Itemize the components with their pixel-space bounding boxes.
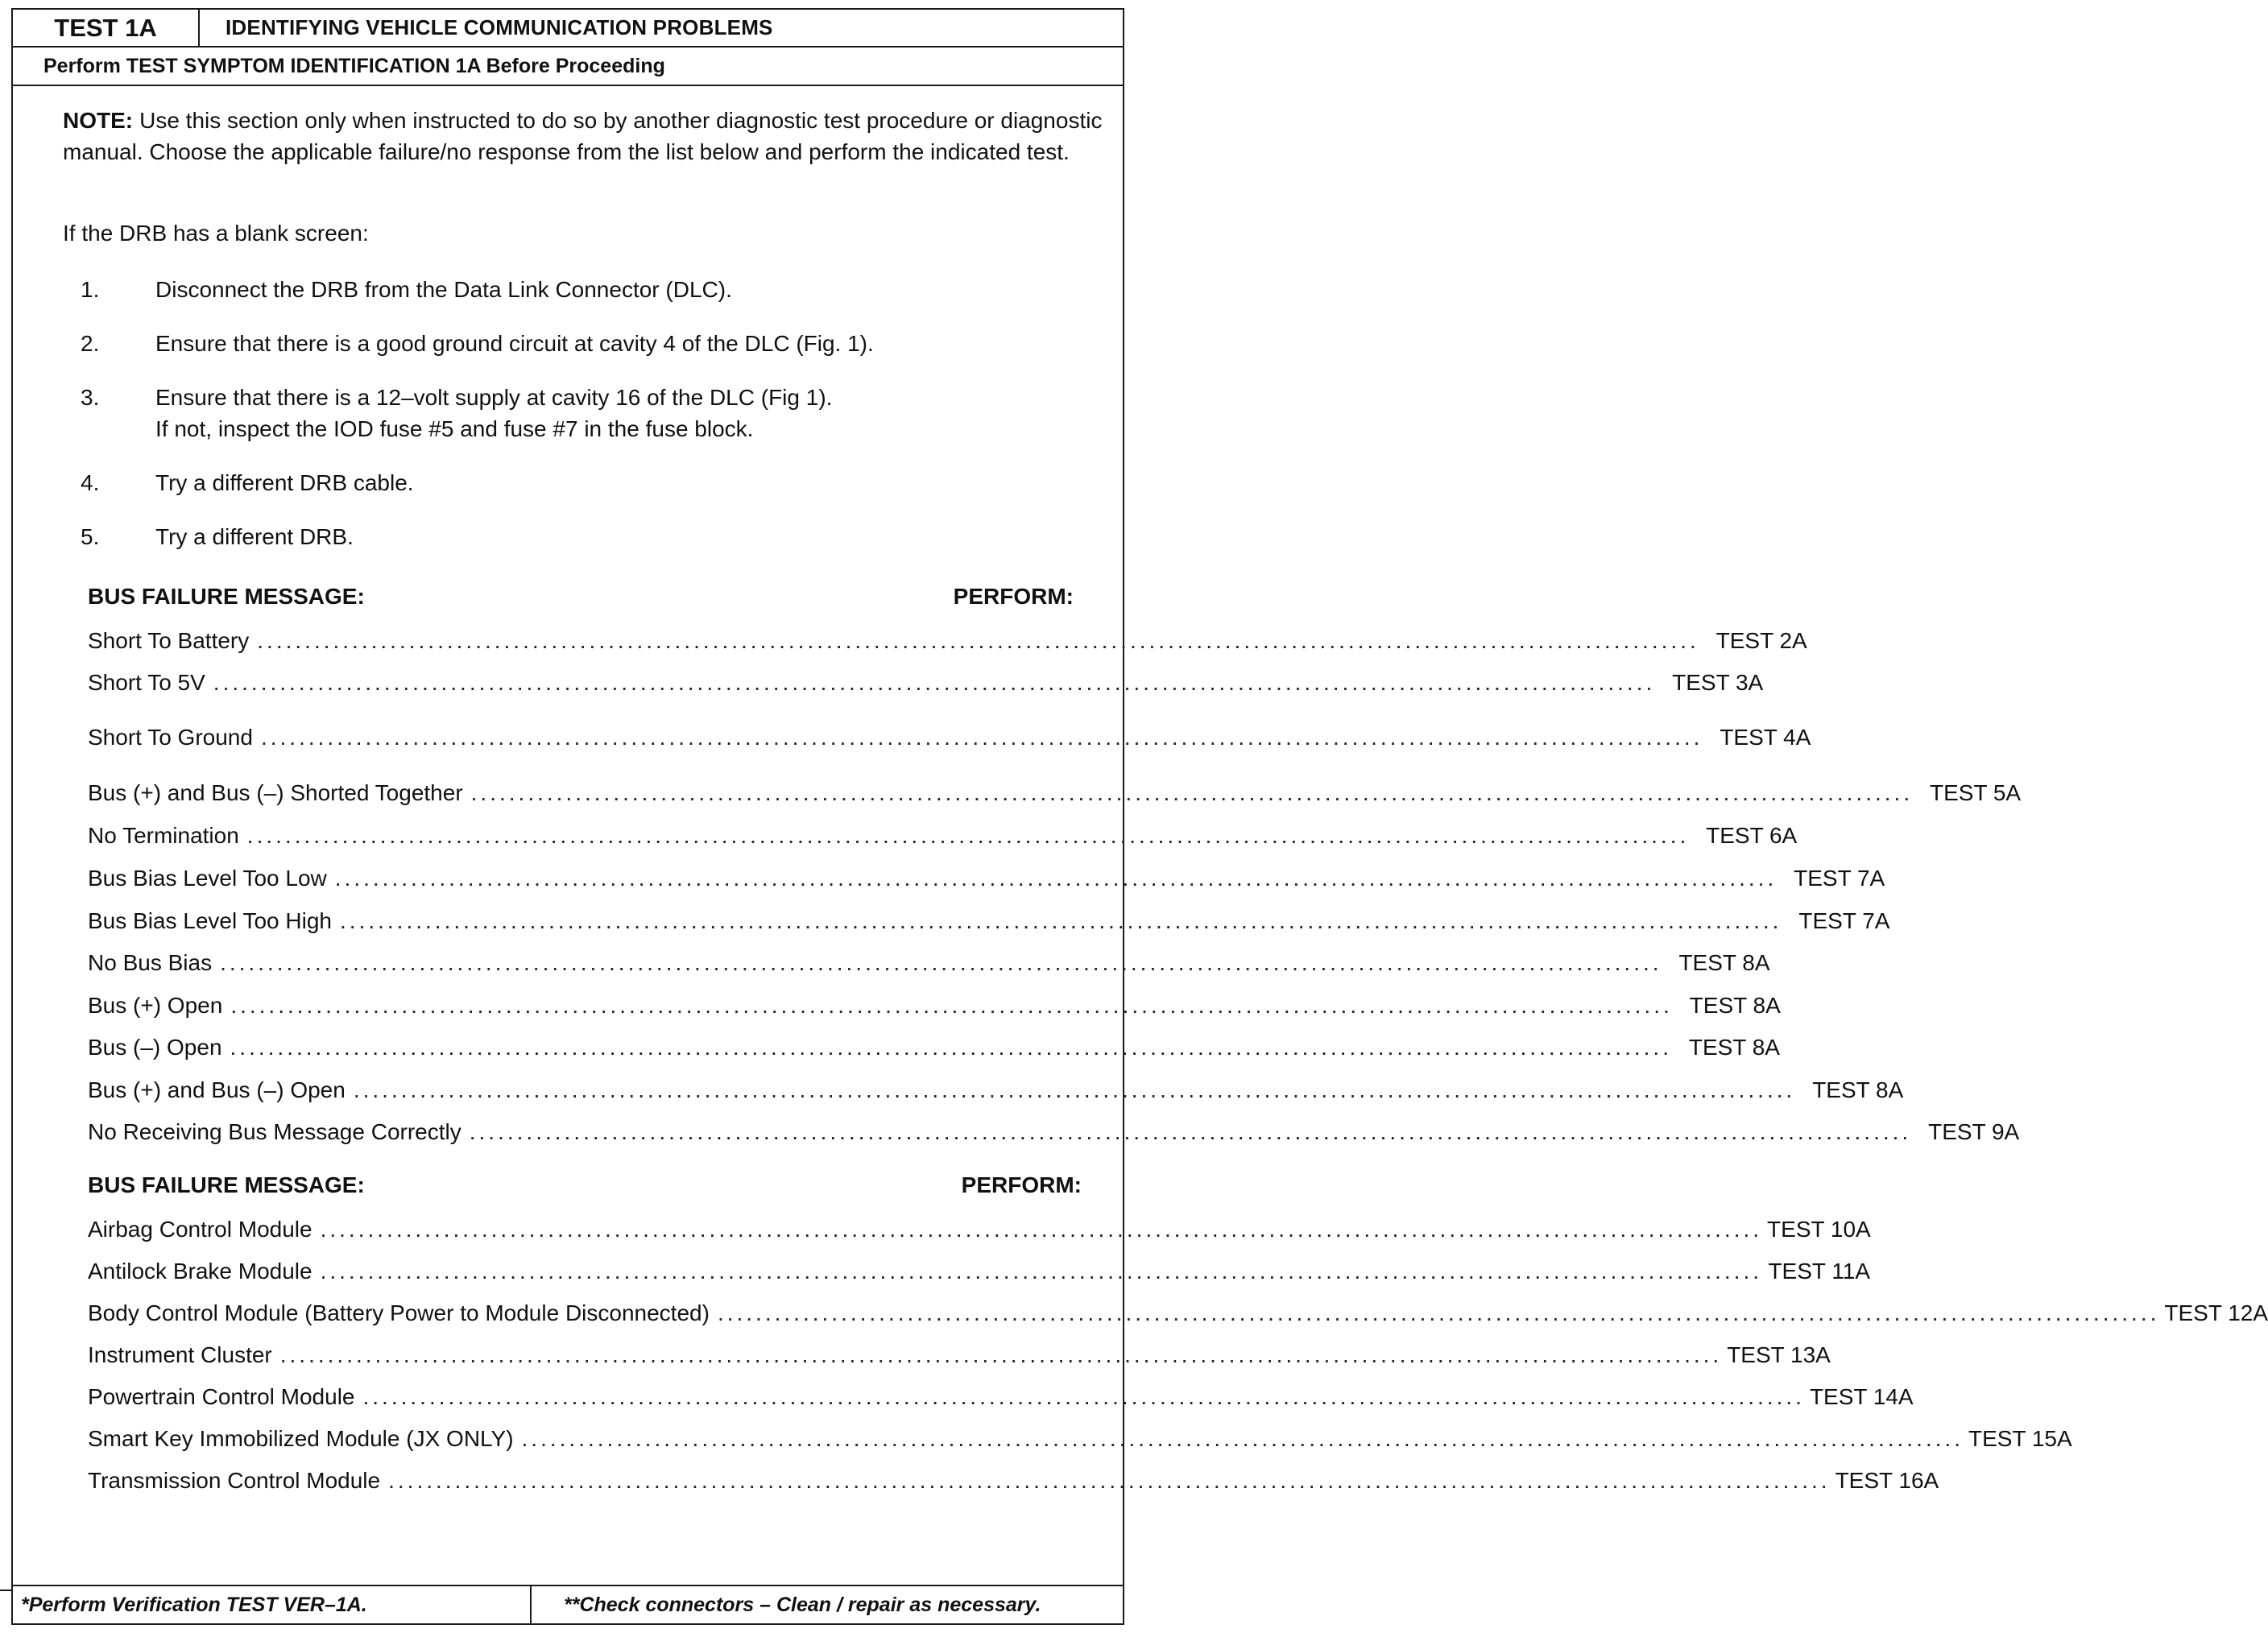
leader-dots: ........................................................................................................................................................ [320, 1259, 1763, 1284]
module-row [88, 1215, 1871, 1244]
test-reference: TEST 7A [1798, 908, 1890, 933]
step-number: 3. [81, 385, 100, 410]
blank-screen-intro: If the DRB has a blank screen: [63, 221, 369, 246]
failure-row [88, 779, 2022, 808]
step-text: Ensure that there is a 12–volt supply at cavity 16 of the DLC (Fig 1). [155, 385, 833, 410]
module-label: Airbag Control Module [88, 1217, 312, 1242]
module-label: Body Control Module (Battery Power to Module Disconnected) [88, 1300, 710, 1325]
failure-row [88, 907, 1890, 936]
leader-dots: ........................................................................................................................................................ [230, 993, 1673, 1018]
module-row [88, 1299, 2268, 1328]
failure-label: Short To 5V [88, 670, 205, 695]
test-reference: TEST 7A [1794, 866, 1885, 891]
leader-dots: ........................................................................................................................................................ [470, 780, 1914, 805]
test-reference: TEST 8A [1688, 1035, 1780, 1060]
step-text: Try a different DRB. [155, 524, 354, 549]
failure-row [88, 1076, 1904, 1105]
note-text: Use this section only when instructed to do so by another diagnostic test procedure or diagnostic manual. Choose the applicable failure/no response from the list below and perform the indicated test. [63, 108, 1103, 164]
note-label: NOTE: [63, 108, 134, 133]
leader-dots: ........................................................................................................................................................ [353, 1077, 1796, 1102]
leader-dots: ........................................................................................................................................................ [246, 823, 1690, 848]
document-frame [11, 8, 2268, 1625]
step-number: 4. [81, 470, 100, 495]
test-reference: TEST 16A [1835, 1468, 1939, 1493]
failure-row [88, 864, 1885, 893]
leader-dots: ........................................................................................................................................................ [213, 670, 1656, 695]
failure-row [88, 626, 1807, 655]
section-header [88, 1172, 1082, 1201]
test-reference: TEST 9A [1928, 1119, 2020, 1144]
failure-label: Bus (+) and Bus (–) Open [88, 1077, 346, 1102]
failure-row [88, 723, 1811, 752]
module-row [88, 1466, 1939, 1495]
module-row [88, 1383, 1914, 1412]
test-reference: TEST 6A [1706, 823, 1798, 848]
failure-row [88, 1033, 1780, 1062]
failure-label: Bus Bias Level Too High [88, 908, 332, 933]
failure-label: Short To Battery [88, 628, 250, 653]
step-text: Try a different DRB cable. [155, 470, 414, 495]
failure-row [88, 1118, 2020, 1147]
leader-dots: ........................................................................................................................................................ [230, 1035, 1672, 1060]
prerequisite-instruction: Perform TEST SYMPTOM IDENTIFICATION 1A Before Proceeding [13, 48, 1123, 86]
module-label: Transmission Control Module [88, 1468, 381, 1493]
module-row [88, 1257, 1871, 1286]
leader-dots: ........................................................................................................................................................ [279, 1342, 1723, 1367]
module-label: Antilock Brake Module [88, 1259, 312, 1284]
failure-label: Bus (–) Open [88, 1035, 222, 1060]
leader-dots: ........................................................................................................................................................ [469, 1119, 1912, 1144]
step-number: 1. [81, 277, 100, 302]
leader-dots: ........................................................................................................................................................ [220, 950, 1662, 975]
leader-dots: ........................................................................................................................................................ [362, 1384, 1805, 1409]
section-header-right: PERFORM: [953, 584, 1074, 609]
failure-row [88, 821, 1798, 850]
test-reference: TEST 4A [1720, 725, 1811, 750]
test-reference: TEST 10A [1767, 1217, 1871, 1242]
test-reference: TEST 2A [1715, 628, 1807, 653]
step-text: Disconnect the DRB from the Data Link Connector (DLC). [155, 277, 732, 302]
test-reference: TEST 5A [1930, 780, 2022, 805]
module-label: Powertrain Control Module [88, 1384, 355, 1409]
test-reference: TEST 14A [1809, 1384, 1914, 1409]
failure-label: Bus Bias Level Too Low [88, 866, 327, 891]
section-header-left: BUS FAILURE MESSAGE: [88, 584, 365, 609]
leader-dots: ........................................................................................................................................................ [320, 1217, 1763, 1242]
step-text: Ensure that there is a good ground circuit at cavity 4 of the DLC (Fig. 1). [155, 331, 874, 356]
module-label: Smart Key Immobilized Module (JX ONLY) [88, 1426, 514, 1451]
verification-note: *Perform Verification TEST VER–1A. [13, 1586, 532, 1623]
test-reference: TEST 13A [1727, 1342, 1831, 1367]
margin-tick [0, 1590, 11, 1591]
step-text-continued: If not, inspect the IOD fuse #5 and fuse #7 in the fuse block. [155, 416, 754, 441]
failure-label: No Bus Bias [88, 950, 213, 975]
test-reference: TEST 8A [1812, 1077, 1904, 1102]
leader-dots: ........................................................................................................................................................ [521, 1426, 1964, 1451]
leader-dots: ........................................................................................................................................................ [334, 866, 1778, 891]
failure-row [88, 668, 1764, 697]
test-reference: TEST 8A [1678, 950, 1770, 975]
test-reference: TEST 11A [1768, 1259, 1871, 1284]
test-reference: TEST 15A [1968, 1426, 2072, 1451]
failure-label: Bus (+) and Bus (–) Shorted Together [88, 780, 463, 805]
leader-dots: ........................................................................................................................................................ [717, 1300, 2160, 1325]
test-reference: TEST 8A [1689, 993, 1781, 1018]
section-header-right: PERFORM: [961, 1172, 1082, 1197]
step-number: 5. [81, 524, 100, 549]
failure-row [88, 991, 1781, 1020]
failure-label: No Receiving Bus Message Correctly [88, 1119, 461, 1144]
failure-label: Bus (+) Open [88, 993, 223, 1018]
note-block [63, 105, 1118, 167]
test-reference: TEST 12A [2164, 1300, 2268, 1325]
failure-row [88, 949, 1770, 978]
footer-row [13, 1585, 1123, 1623]
section-header [88, 584, 1074, 613]
test-reference: TEST 3A [1672, 670, 1764, 695]
leader-dots: ........................................................................................................................................................ [340, 908, 1782, 933]
leader-dots: ........................................................................................................................................................ [260, 725, 1703, 750]
module-row [88, 1424, 2072, 1453]
connector-note: **Check connectors – Clean / repair as necessary. [564, 1594, 1041, 1616]
step-number: 2. [81, 331, 100, 356]
page-title: IDENTIFYING VEHICLE COMMUNICATION PROBLEMS [226, 15, 773, 39]
module-label: Instrument Cluster [88, 1342, 272, 1367]
section-header-left: BUS FAILURE MESSAGE: [88, 1172, 365, 1197]
leader-dots: ........................................................................................................................................................ [388, 1468, 1831, 1493]
failure-label: No Termination [88, 823, 239, 848]
header-row [13, 10, 1123, 48]
test-id: TEST 1A [13, 10, 200, 46]
failure-label: Short To Ground [88, 725, 253, 750]
leader-dots: ........................................................................................................................................................ [257, 628, 1699, 653]
module-row [88, 1341, 1831, 1370]
